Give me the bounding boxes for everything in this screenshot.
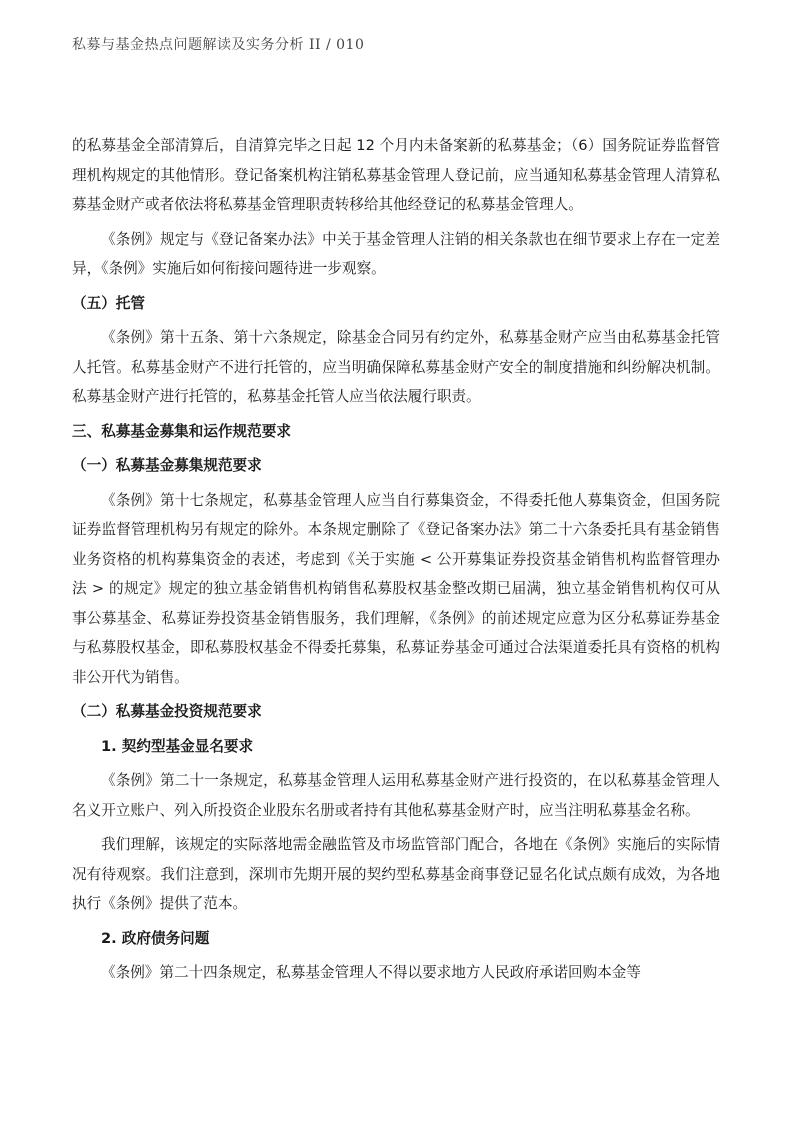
- paragraph: 的私募基金全部清算后，自清算完毕之日起 12 个月内未备案新的私募基金；（6）国务院证券监督管理机构规定的其他情形。登记备案机构注销私募基金管理人登记前，应当通知私募基金管理人清算私募基金财产或者依法将私募基金管理职责转移给其他经登记的私募基金管理人。: [72, 137, 720, 213]
- paragraph: 《条例》第二十一条规定，私募基金管理人运用私募基金财产进行投资的，在以私募基金管理人名义开立账户、列入所投资企业股东名册或者持有其他私募基金财产时，应当注明私募基金名称。: [72, 772, 720, 819]
- paragraph: 《条例》规定与《登记备案办法》中关于基金管理人注销的相关条款也在细节要求上存在一定差异，《条例》实施后如何衔接问题待进一步观察。: [72, 230, 720, 277]
- section-heading: 三、私募基金募集和运作规范要求: [72, 422, 291, 440]
- subsection-heading: 1. 契约型基金显名要求: [101, 737, 254, 755]
- running-header: 私募与基金热点问题解读及实务分析 II / 010: [72, 37, 365, 53]
- document-body: [72, 131, 720, 993]
- paragraph: 《条例》第十五条、第十六条规定，除基金合同另有约定外，私募基金财产应当由私募基金托管人托管。私募基金财产不进行托管的，应当明确保障私募基金财产安全的制度措施和纠纷解决机制。私募基金财产进行托管的，私募基金托管人应当依法履行职责。: [72, 329, 720, 405]
- subsection-heading: 2. 政府债务问题: [101, 929, 210, 947]
- section-heading: （一）私募基金募集规范要求: [72, 457, 262, 474]
- paragraph: 我们理解，该规定的实际落地需金融监管及市场监管部门配合，各地在《条例》实施后的实际情况有待观察。我们注意到，深圳市先期开展的契约型私募基金商事登记显名化试点颇有成效，为各地执行《条例》提供了范本。: [72, 836, 720, 912]
- section-heading: （五）托管: [72, 294, 145, 312]
- paragraph: 《条例》第十七条规定，私募基金管理人应当自行募集资金，不得委托他人募集资金，但国务院证券监督管理机构另有规定的除外。本条规定删除了《登记备案办法》第二十六条委托具有基金销售业务资格的机构募集资金的表述，考虑到《关于实施 < 公开募集证券投资基金销售机构监督管理办法 > 的规定》规定的独立基金销售机构销售私募股权基金整改期已届满，独立基金销售机构仅可从事公募基金、私募证券投资基金销售服务，我们理解，《条例》的前述规定应意为区分私募证券基金与私募股权基金，即私募股权基金不得委托募集，私募证券基金可通过合法渠道委托具有资格的机构非公开代为销售。: [72, 491, 720, 686]
- section-heading: （二）私募基金投资规范要求: [72, 703, 262, 720]
- paragraph: 《条例》第二十四条规定，私募基金管理人不得以要求地方人民政府承诺回购本金等: [101, 964, 641, 981]
